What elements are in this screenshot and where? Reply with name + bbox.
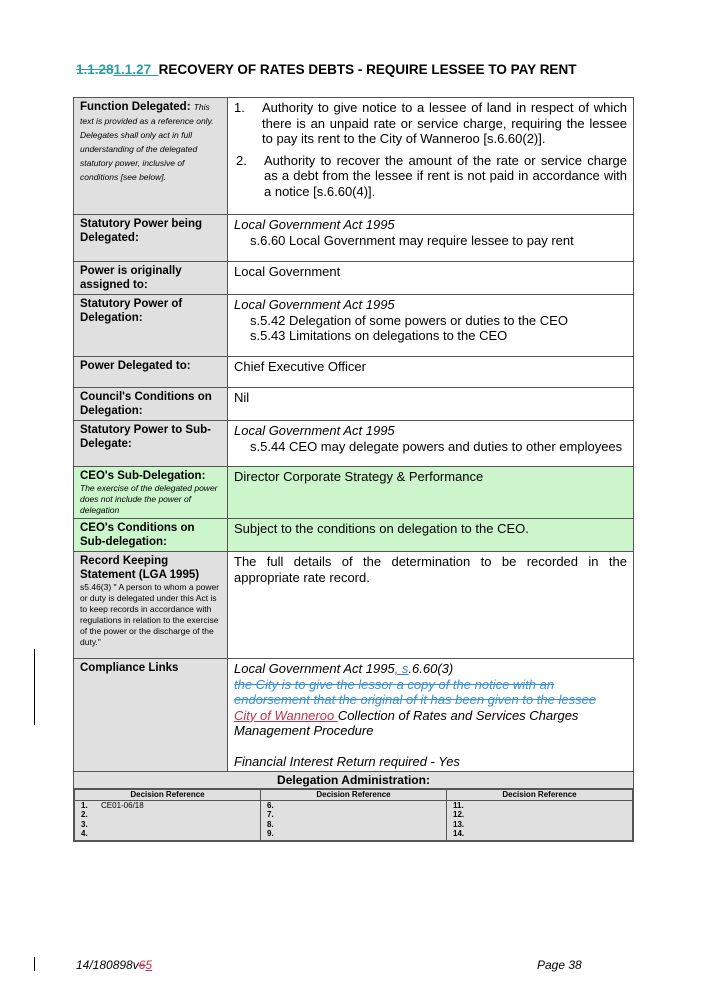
decision-entry [81, 810, 254, 820]
decision-entry [81, 829, 254, 839]
statutory-power-value: Local Government Act 1995 s.6.60 Local Government may require lessee to pay rent [228, 215, 634, 262]
inserted-section-number: 1.1.27 [113, 62, 152, 77]
function-delegated-note: This text is provided as a reference only. Delegates shall only act in full understanding of the delegated statutory power, inclusive of conditions [see below]. [80, 102, 214, 182]
decision-number: 4. [81, 829, 88, 838]
change-bar [34, 649, 35, 725]
decision-entry [453, 820, 626, 830]
record-keeping-label-cell: Record Keeping Statement (LGA 1995) s5.46(3) " A person to whom a power or duty is delegated under this Act is to keep records in accordance with regulations in relation to the exercise of the power or the discharge of the duty." [74, 552, 228, 659]
council-conditions-value: Nil [228, 388, 634, 421]
decision-number: 6. [267, 800, 274, 810]
decision-column [75, 800, 261, 840]
decision-entry [453, 801, 626, 811]
decision-number: 2. [81, 810, 88, 819]
function-items-list [234, 100, 627, 199]
power-of-delegation-value: Local Government Act 1995 s.5.42 Delegation of some powers or duties to the CEO s.5.43 Limitations on delegations to the CEO [228, 295, 634, 357]
decision-number: 13. [453, 819, 465, 829]
decision-reference-header: Decision Reference [447, 790, 633, 801]
ceo-sub-delegation-value: Director Corporate Strategy & Performance [228, 467, 634, 519]
power-assigned-value: Local Government [228, 262, 634, 295]
decision-entry [267, 820, 440, 830]
delegated-to-value: Chief Executive Officer [228, 357, 634, 388]
compliance-label: Compliance Links [74, 659, 228, 772]
document-reference: 14/180898v65 [76, 958, 153, 972]
decision-number: 7. [267, 810, 274, 819]
ceo-conditions-value: Subject to the conditions on delegation to the CEO. [228, 519, 634, 552]
decision-entry [453, 829, 626, 839]
admin-cell [74, 789, 634, 842]
decision-entry [453, 810, 626, 820]
decision-entry [81, 801, 254, 811]
delegation-table [73, 97, 634, 842]
admin-heading: Delegation Administration: [74, 772, 634, 789]
statutory-power-label: Statutory Power being Delegated: [74, 215, 228, 262]
decision-number: 12. [453, 810, 465, 819]
council-conditions-label: Council's Conditions on Delegation: [74, 388, 228, 421]
compliance-value: Local Government Act 1995, s.6.60(3) the City is to give the lessor a copy of the notice with an endorsement that the original of it has been given to the lessee City of Wanneroo Collection of Rates and Services Charges Management Procedure Financial Interest Return required - Yes [228, 659, 634, 772]
inserted-version: 5 [145, 958, 153, 972]
function-item-number: 2. [236, 152, 247, 168]
sub-delegate-power-value: Local Government Act 1995 s.5.44 CEO may delegate powers and duties to other employees [228, 421, 634, 467]
function-item-text: Authority to give notice to a lessee of land in respect of which there is an unpaid rate or service charge, requiring the lessee to pay its rent to the City of Wanneroo [s.6.60(2)]. [262, 100, 627, 146]
ceo-sub-delegation-label-cell: CEO's Sub-Delegation: The exercise of the delegated power does not include the power of delegation [74, 467, 228, 519]
delegated-to-label: Power Delegated to: [74, 357, 228, 388]
inserted-section-prefix: , s [394, 661, 409, 676]
ceo-conditions-label: CEO's Conditions on Sub-delegation: [74, 519, 228, 552]
decision-reference-header: Decision Reference [75, 790, 261, 801]
decision-number: 9. [267, 829, 274, 838]
sub-delegate-power-label: Statutory Power to Sub-Delegate: [74, 421, 228, 467]
deleted-version: 6 [138, 958, 146, 972]
deleted-section-number: 1.1.28 [76, 62, 114, 77]
decision-reference-table [74, 789, 633, 841]
decision-column [447, 800, 633, 840]
function-item [234, 100, 627, 147]
decision-number: 3. [81, 819, 88, 829]
function-delegated-label-cell: Function Delegated: This text is provided as a reference only. Delegates shall only act in full understanding of the delegated statutory power, inclusive of conditions [see below]. [74, 98, 228, 215]
record-keeping-note: s5.46(3) " A person to whom a power or duty is delegated under this Act is to keep records in accordance with regulations in relation to the exercise of the power or the discharge of the duty." [80, 582, 220, 647]
power-of-delegation-label: Statutory Power of Delegation: [74, 295, 228, 357]
decision-number: 1. [81, 800, 88, 810]
function-delegated-value [228, 98, 634, 215]
decision-number: 11. [453, 800, 464, 810]
function-item-text: Authority to recover the amount of the rate or service charge as a debt from the lessee if rent is not paid in accordance with a notice [s.6.60(4)]. [264, 152, 627, 199]
decision-number: 8. [267, 819, 274, 829]
decision-entry [81, 820, 254, 830]
function-item-number: 1. [234, 100, 245, 115]
decision-entry [267, 829, 440, 839]
ceo-sub-delegation-note: The exercise of the delegated power does not include the power of delegation [80, 483, 218, 515]
function-item [234, 153, 627, 200]
decision-value: CE01-06/18 [101, 800, 144, 810]
power-assigned-label: Power is originally assigned to: [74, 262, 228, 295]
title-heading: RECOVERY OF RATES DEBTS - REQUIRE LESSEE TO PAY RENT [158, 62, 577, 77]
change-bar [34, 957, 35, 971]
page-title [76, 62, 576, 77]
decision-number: 14. [453, 829, 465, 838]
deleted-compliance-text: the City is to give the lessor a copy of the notice with an endorsement that the original of it has been given to the lessee [234, 676, 597, 707]
record-keeping-value: The full details of the determination to be recorded in the appropriate rate record. [228, 552, 634, 659]
decision-entry [267, 801, 440, 811]
page-number: Page 38 [537, 958, 582, 972]
decision-column [261, 800, 447, 840]
decision-entry [267, 810, 440, 820]
decision-reference-header: Decision Reference [261, 790, 447, 801]
inserted-city-link[interactable]: City of Wanneroo [234, 707, 338, 723]
